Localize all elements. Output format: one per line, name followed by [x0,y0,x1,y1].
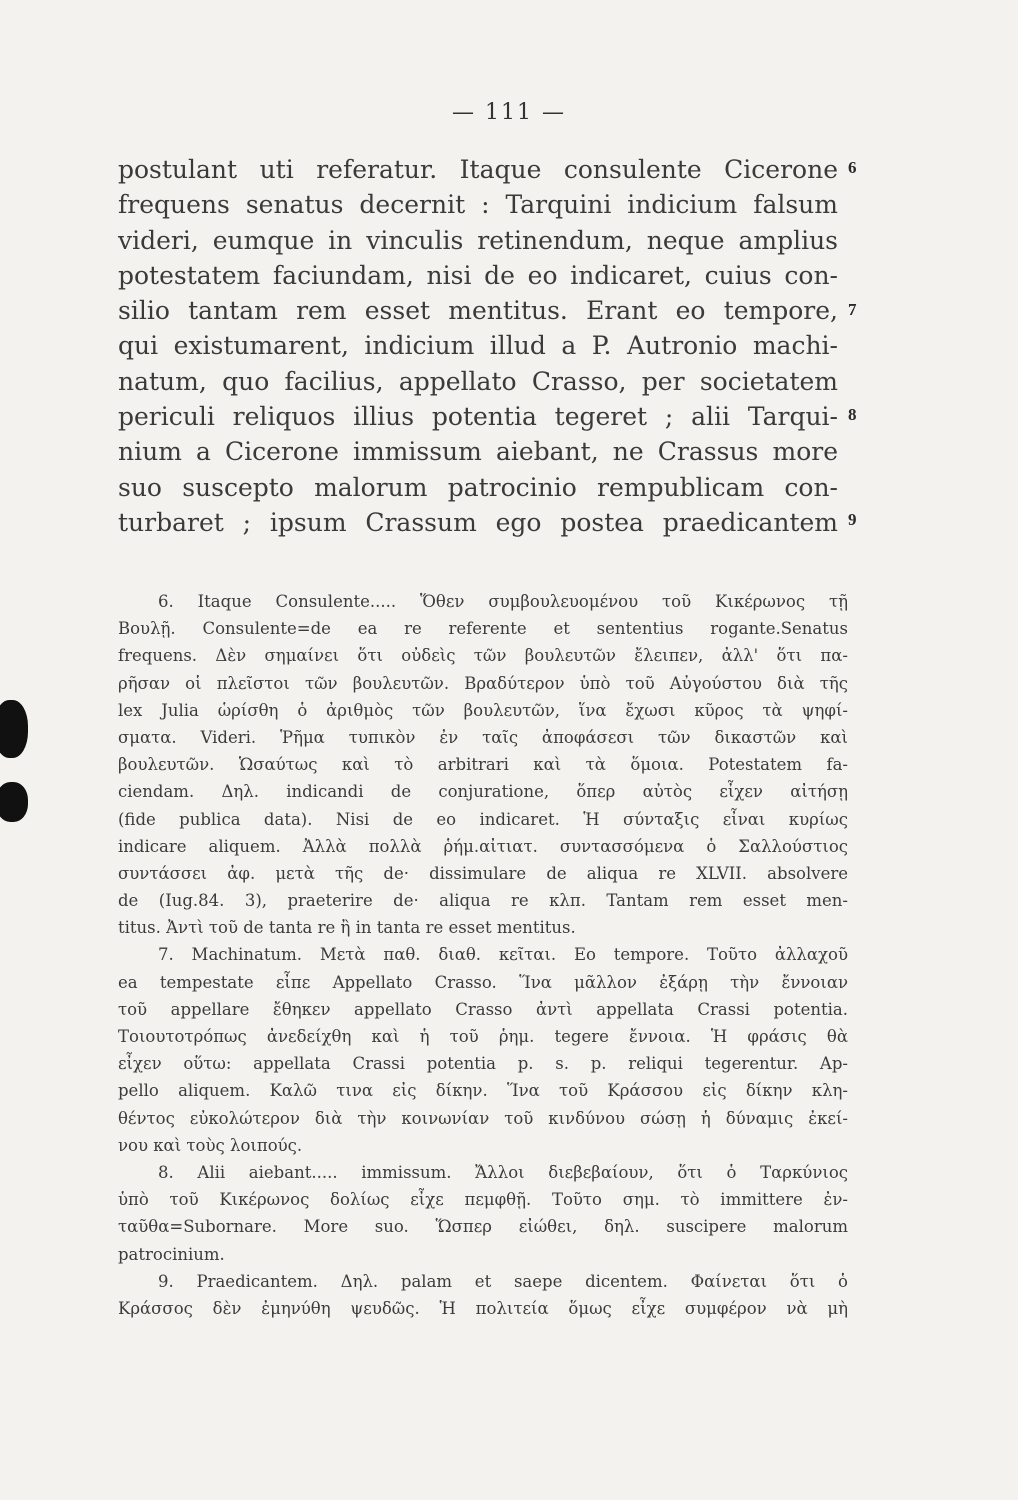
note-line: 8. Alii aiebant..... immissum. Ἄλλοι διεβεβαίουν, ὅτι ὁ Ταρκύνιος [158,1162,848,1182]
text-line: potestatem faciundam, nisi de eo indicaret, cuius con- [118,260,838,290]
note-line: ταῦθα=Subornare. More suo. Ὥσπερ εἰώθει, δηλ. suscipere malorum [118,1217,848,1237]
margin-number: 6 [848,158,857,177]
note-line: νου καὶ τοὺς λοιπούς. [118,1135,303,1155]
note-line: lex Julia ὡρίσθη ὁ ἀριθμὸς τῶν βουλευτῶν, ἵνα ἔχωσι κῦρος τὰ ψηφί- [118,700,848,720]
margin-number: 8 [848,405,857,424]
note-line: 7. Machinatum. Μετὰ παθ. διαθ. κεῖται. Eo tempore. Τοῦτο ἀλλαχοῦ [158,945,848,965]
note-line: ὑπὸ τοῦ Κικέρωνος δολίως εἶχε πεμφθῇ. Τοῦτο σημ. τὸ immittere ἐν- [118,1190,848,1210]
margin-number: 7 [848,300,857,319]
page-number: — 111 — [452,100,566,125]
note-line: 6. Itaque Consulente..... Ὅθεν συμβουλευομένου τοῦ Κικέρωνος τῇ [158,592,848,611]
note-line: patrocinium. [118,1244,225,1264]
note-line: ρῆσαν οἱ πλεῖστοι τῶν βουλευτῶν. Βραδύτερον ὑπὸ τοῦ Αὐγούστου διὰ τῆς [118,673,848,693]
note-line: θέντος εὐκολώτερον διὰ τὴν κοινωνίαν τοῦ κινδύνου σώσῃ ἡ δύναμις ἐκεί- [118,1108,848,1128]
text-line: videri, eumque in vinculis retinendum, neque amplius [118,225,838,255]
note-line: 9. Praedicantem. Δηλ. palam et saepe dicentem. Φαίνεται ὅτι ὁ [158,1271,848,1291]
text-line: postulant uti referatur. Itaque consulente Cicerone [118,155,838,184]
ink-blot [0,700,28,758]
note-line: εἶχεν οὕτω: appellata Crassi potentia p. s. p. reliqui tegerentur. Ap- [118,1054,848,1074]
text-line: turbaret ; ipsum Crassum ego postea praedicantem [118,507,838,537]
note-line: (fide publica data). Nisi de eo indicaret. Ἡ σύνταξις εἶναι κυρίως [118,809,848,829]
note-line: Κράσσος δὲν ἐμηνύθη ψευδῶς. Ἡ πολιτεία ὅμως εἶχε συμφέρον νὰ μὴ [118,1298,848,1318]
text-line: natum, quo facilius, appellato Crasso, per societatem [118,366,838,396]
latin-text [118,152,838,540]
note-line: συντάσσει ἀφ. μετὰ τῆς de· dissimulare de aliqua re XLVII. absolvere [118,863,848,883]
note-line: indicare aliquem. Ἀλλὰ πολλὰ ῥήμ.αἰτιατ. συντασσόμενα ὁ Σαλλούστιος [118,836,848,856]
note-line: de (Iug.84. 3), praeterire de· aliqua re κλπ. Tantam rem esset men- [118,891,848,911]
note-line: ea tempestate εἶπε Appellato Crasso. Ἵνα μᾶλλον ἐξάρῃ τὴν ἔννοιαν [118,972,848,992]
text-line: nium a Cicerone immissum aiebant, ne Crassus more [118,437,838,467]
commentary-notes [118,588,848,1322]
note-line: Βουλῇ. Consulente=de ea re referente et sententius rogante.Senatus [118,619,848,639]
note-line: τοῦ appellare ἔθηκεν appellato Crasso ἀντὶ appellata Crassi potentia. [118,999,848,1019]
text-line: silio tantam rem esset mentitus. Erant eo tempore, [118,296,838,326]
note-line: βουλευτῶν. Ὡσαύτως καὶ τὸ arbitrari καὶ τὰ ὅμοια. Potestatem fa- [118,755,848,775]
note-line: Τοιουτοτρόπως ἀνεδείχθη καὶ ἡ τοῦ ῥημ. tegere ἔννοια. Ἡ φράσις θὰ [118,1027,848,1046]
text-line: qui existumarent, indicium illud a P. Autronio machi- [118,331,838,361]
note-line: pello aliquem. Καλῶ τινα εἰς δίκην. Ἵνα τοῦ Κράσσου εἰς δίκην κλη- [118,1081,848,1101]
text-line: frequens senatus decernit : Tarquini indicium falsum [118,190,838,220]
note-line: ciendam. Δηλ. indicandi de conjuratione, ὅπερ αὐτὸς εἶχεν αἰτήσῃ [118,782,848,802]
ink-blot [0,782,28,822]
note-line: titus. Ἀντὶ τοῦ de tanta re ἢ in tanta re esset mentitus. [118,918,576,938]
margin-number: 9 [848,510,857,529]
note-line: σματα. Videri. Ῥῆμα τυπικὸν ἐν ταῖς ἀποφάσεσι τῶν δικαστῶν καὶ [118,727,848,747]
text-line: periculi reliquos illius potentia tegeret ; alii Tarqui- [118,402,838,432]
note-line: frequens. Δὲν σημαίνει ὅτι οὐδεὶς τῶν βουλευτῶν ἔλειπεν, ἀλλ' ὅτι πα- [118,646,848,666]
text-line: suo suscepto malorum patrocinio rempublicam con- [118,472,838,502]
